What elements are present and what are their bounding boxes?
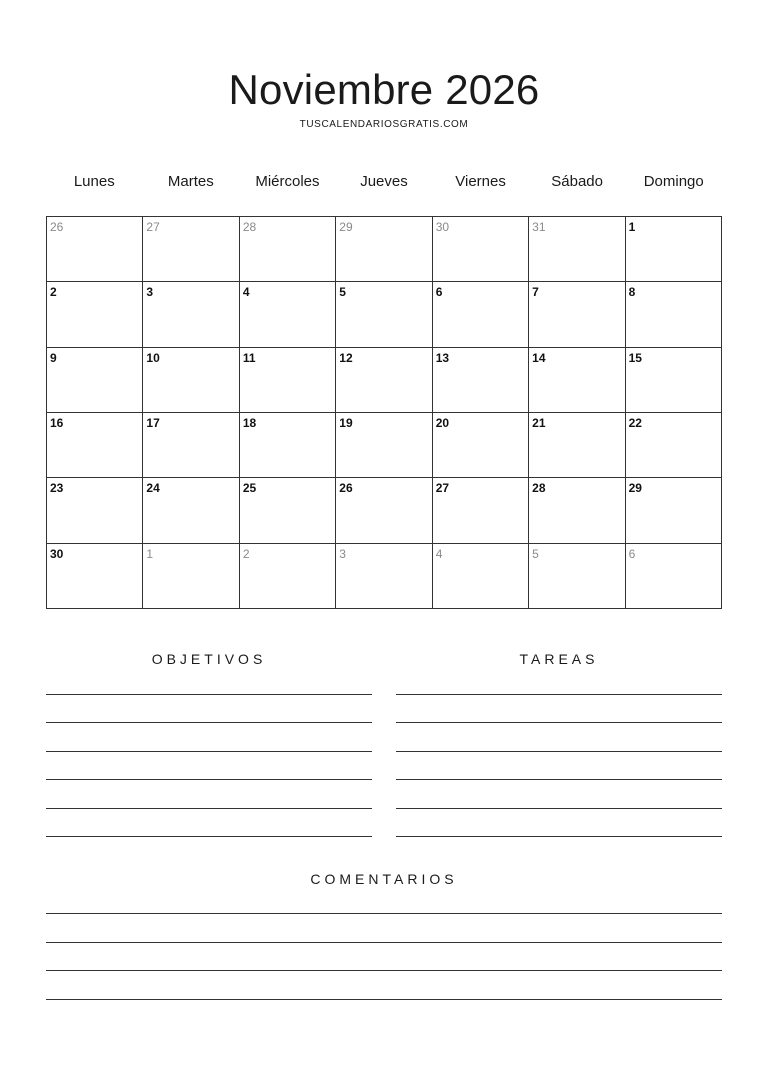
day-number: 11 [242, 350, 256, 365]
weekday-label: Lunes [73, 173, 115, 190]
day-number: 13 [435, 350, 450, 365]
day-cell[interactable] [529, 348, 625, 413]
writing-line [46, 751, 372, 752]
day-cell[interactable] [433, 348, 529, 413]
day-cell[interactable] [143, 282, 239, 347]
day-cell[interactable] [529, 282, 625, 347]
day-number: 1 [628, 220, 636, 234]
writing-line [46, 942, 722, 943]
weekday-label: Miércoles [255, 173, 320, 190]
day-cell[interactable] [529, 413, 625, 478]
day-cell[interactable] [336, 282, 432, 347]
writing-line [46, 779, 372, 780]
writing-line [46, 722, 372, 723]
day-number: 9 [50, 350, 57, 365]
writing-line [396, 836, 722, 837]
day-number: 15 [628, 350, 642, 365]
day-number: 6 [435, 285, 443, 300]
day-cell[interactable] [143, 413, 239, 478]
adjacent-month-day-number: 3 [339, 546, 346, 561]
day-cell[interactable] [47, 348, 143, 413]
day-cell[interactable] [626, 217, 722, 282]
day-cell[interactable] [626, 282, 722, 347]
day-number: 14 [532, 350, 546, 365]
day-cell[interactable] [626, 413, 722, 478]
day-number: 22 [628, 416, 642, 430]
adjacent-month-day-number: 29 [339, 220, 353, 234]
writing-line [396, 694, 722, 695]
page-title: Noviembre 2026 [228, 66, 540, 113]
day-cell[interactable] [626, 478, 722, 543]
day-cell[interactable] [433, 413, 529, 478]
day-cell[interactable] [336, 544, 432, 609]
day-number: 26 [339, 481, 353, 496]
day-number: 5 [339, 285, 346, 300]
day-number: 23 [50, 481, 64, 496]
adjacent-month-day-number: 1 [146, 546, 154, 561]
website-credit: TUSCALENDARIOSGRATIS.COM [299, 119, 469, 130]
adjacent-month-day-number: 6 [628, 546, 636, 561]
day-number: 30 [50, 546, 64, 561]
day-cell[interactable] [240, 348, 336, 413]
writing-line [396, 808, 722, 809]
day-number: 16 [50, 416, 64, 430]
day-number: 25 [242, 481, 257, 496]
day-cell[interactable] [336, 217, 432, 282]
writing-line [46, 808, 372, 809]
adjacent-month-day-number: 26 [50, 220, 64, 234]
day-number: 4 [242, 285, 250, 300]
day-cell[interactable] [626, 544, 722, 609]
day-number: 24 [146, 481, 160, 496]
day-cell[interactable] [47, 413, 143, 478]
day-cell[interactable] [143, 478, 239, 543]
writing-line [46, 999, 722, 1000]
day-cell[interactable] [433, 217, 529, 282]
weekday-label: Jueves [360, 173, 408, 190]
day-cell[interactable] [240, 413, 336, 478]
day-number: 17 [146, 416, 160, 430]
day-cell[interactable] [143, 348, 239, 413]
writing-line [396, 779, 722, 780]
adjacent-month-day-number: 2 [242, 546, 250, 561]
tareas-heading: TAREAS [519, 651, 599, 667]
weekday-header-row [46, 172, 722, 192]
objetivos-heading: OBJETIVOS [151, 651, 267, 667]
day-number: 3 [146, 285, 154, 300]
day-number: 27 [435, 481, 450, 496]
day-number: 21 [532, 416, 546, 430]
writing-line [46, 970, 722, 971]
day-number: 20 [435, 416, 450, 430]
weekday-label: Viernes [455, 173, 506, 190]
adjacent-month-day-number: 5 [532, 546, 539, 561]
day-cell[interactable] [240, 544, 336, 609]
day-number: 18 [242, 416, 257, 430]
writing-line [46, 913, 722, 914]
day-cell[interactable] [336, 413, 432, 478]
day-number: 2 [50, 285, 57, 300]
weekday-label: Martes [167, 173, 214, 190]
day-cell[interactable] [47, 282, 143, 347]
day-cell[interactable] [47, 478, 143, 543]
writing-line [396, 722, 722, 723]
day-cell[interactable] [336, 478, 432, 543]
day-cell[interactable] [433, 282, 529, 347]
day-cell[interactable] [47, 217, 143, 282]
day-number: 7 [532, 285, 539, 300]
day-cell[interactable] [240, 478, 336, 543]
day-number: 8 [628, 285, 636, 300]
adjacent-month-day-number: 31 [532, 220, 546, 234]
writing-line [396, 751, 722, 752]
adjacent-month-day-number: 30 [435, 220, 450, 234]
day-cell[interactable] [240, 217, 336, 282]
weekday-label: Domingo [643, 173, 704, 190]
day-cell[interactable] [529, 478, 625, 543]
writing-line [46, 836, 372, 837]
day-number: 12 [339, 350, 353, 365]
day-number: 10 [146, 350, 160, 365]
adjacent-month-day-number: 4 [435, 546, 443, 561]
adjacent-month-day-number: 28 [242, 220, 257, 234]
day-number: 19 [339, 416, 353, 430]
day-cell[interactable] [433, 544, 529, 609]
day-cell[interactable] [47, 544, 143, 609]
day-cell[interactable] [433, 478, 529, 543]
comentarios-heading: COMENTARIOS [310, 871, 458, 887]
day-cell[interactable] [240, 282, 336, 347]
day-cell[interactable] [143, 217, 239, 282]
writing-line [46, 694, 372, 695]
calendar-grid [46, 216, 722, 609]
weekday-label: Sábado [551, 173, 603, 190]
day-cell[interactable] [143, 544, 239, 609]
adjacent-month-day-number: 27 [146, 220, 160, 234]
day-cell[interactable] [529, 217, 625, 282]
day-cell[interactable] [529, 544, 625, 609]
day-number: 28 [532, 481, 546, 496]
day-cell[interactable] [336, 348, 432, 413]
day-number: 29 [628, 481, 642, 496]
day-cell[interactable] [626, 348, 722, 413]
